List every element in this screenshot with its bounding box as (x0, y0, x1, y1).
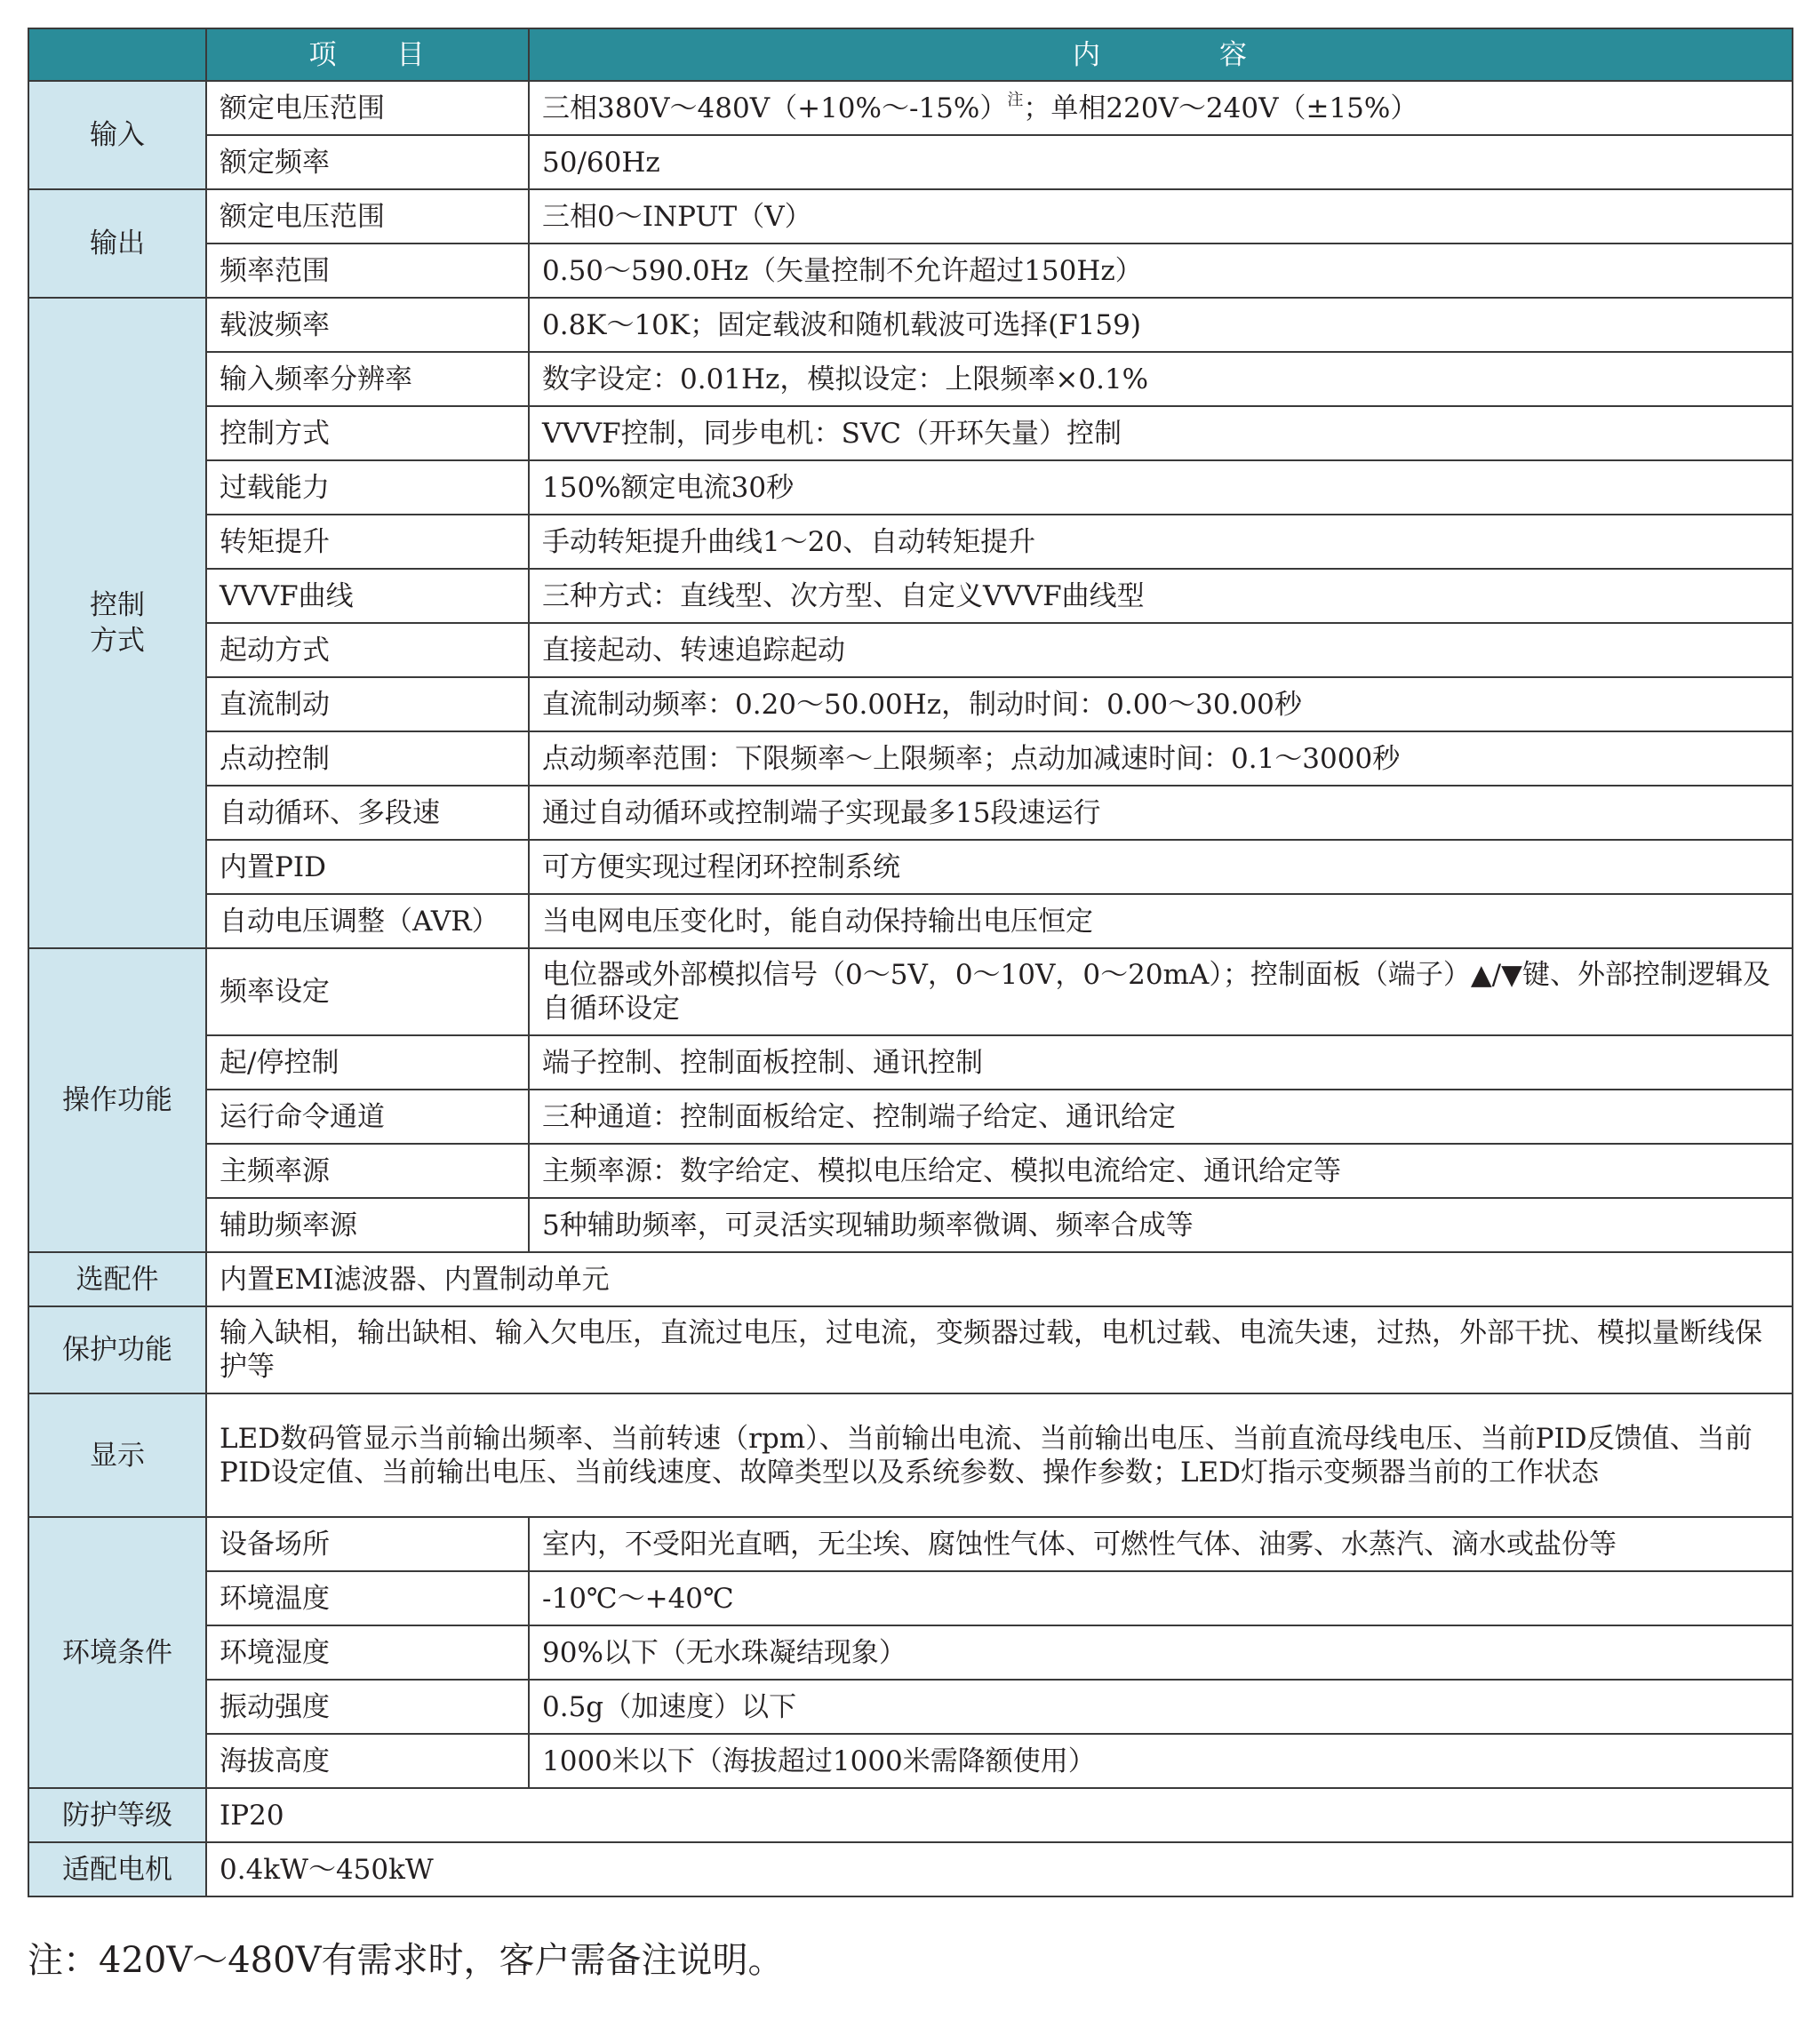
item-cell: 点动控制 (206, 731, 529, 786)
value-cell: 当电网电压变化时，能自动保持输出电压恒定 (529, 894, 1793, 948)
item-cell: VVVF曲线 (206, 569, 529, 623)
value-cell: 手动转矩提升曲线1～20、自动转矩提升 (529, 515, 1793, 569)
category-protection: 保护功能 (28, 1306, 206, 1393)
header-item: 项 目 (206, 28, 529, 81)
value-cell: -10℃～+40℃ (529, 1571, 1793, 1625)
value-cell: 直流制动频率：0.20～50.00Hz，制动时间：0.00～30.00秒 (529, 677, 1793, 731)
table-row (28, 298, 1793, 352)
value-cell: 直接起动、转速追踪起动 (529, 623, 1793, 677)
item-cell: 输入频率分辨率 (206, 352, 529, 406)
table-row (28, 677, 1793, 731)
footnote: 注：420V～480V有需求时，客户需备注说明。 (28, 1940, 784, 1981)
table-row (28, 189, 1793, 244)
table-row (28, 81, 1793, 135)
item-cell: 控制方式 (206, 406, 529, 460)
item-cell: 振动强度 (206, 1680, 529, 1734)
table-row (28, 731, 1793, 786)
table-row (28, 1393, 1793, 1517)
table-row (28, 1734, 1793, 1788)
table-row (28, 515, 1793, 569)
item-cell: 频率设定 (206, 948, 529, 1035)
value-cell: 数字设定：0.01Hz，模拟设定：上限频率×0.1% (529, 352, 1793, 406)
table-row (28, 569, 1793, 623)
table-row (28, 244, 1793, 298)
value-cell: 三相380V～480V（+10%～-15%）$^注$；单相220V～240V（±15%） (529, 81, 1793, 135)
table-row (28, 135, 1793, 189)
table-row (28, 1517, 1793, 1571)
category-input: 输入 (28, 81, 206, 189)
table-row (28, 1306, 1793, 1393)
value-cell: 90%以下（无水珠凝结现象） (529, 1625, 1793, 1680)
table-row (28, 1035, 1793, 1090)
value-cell: VVVF控制，同步电机：SVC（开环矢量）控制 (529, 406, 1793, 460)
item-cell: 环境温度 (206, 1571, 529, 1625)
table-row (28, 460, 1793, 515)
value-cell: 5种辅助频率，可灵活实现辅助频率微调、频率合成等 (529, 1198, 1793, 1252)
table-row (28, 1680, 1793, 1734)
value-cell: 50/60Hz (529, 135, 1793, 189)
table-row (28, 352, 1793, 406)
item-cell: 过载能力 (206, 460, 529, 515)
table-header-row (28, 28, 1793, 81)
item-cell: 设备场所 (206, 1517, 529, 1571)
item-cell: 内置PID (206, 840, 529, 894)
value-cell: 输入缺相，输出缺相、输入欠电压，直流过电压，过电流，变频器过载，电机过载、电流失速，过热，外部干扰、模拟量断线保护等 (206, 1306, 1793, 1393)
value-cell: IP20 (206, 1788, 1793, 1842)
item-cell: 起/停控制 (206, 1035, 529, 1090)
header-content: 内 容 (529, 28, 1793, 81)
footnote-marker: 注 (1007, 90, 1024, 109)
table-row (28, 623, 1793, 677)
table-row (28, 1625, 1793, 1680)
item-cell: 自动电压调整（AVR） (206, 894, 529, 948)
table-row (28, 948, 1793, 1035)
value-cell: 通过自动循环或控制端子实现最多15段速运行 (529, 786, 1793, 840)
category-ip-rating: 防护等级 (28, 1788, 206, 1842)
category-display: 显示 (28, 1393, 206, 1517)
value-cell: 0.5g（加速度）以下 (529, 1680, 1793, 1734)
category-environment: 环境条件 (28, 1517, 206, 1788)
table-row (28, 1252, 1793, 1306)
table-row (28, 406, 1793, 460)
item-cell: 自动循环、多段速 (206, 786, 529, 840)
item-cell: 载波频率 (206, 298, 529, 352)
category-output: 输出 (28, 189, 206, 298)
item-cell: 额定电压范围 (206, 189, 529, 244)
item-cell: 直流制动 (206, 677, 529, 731)
table-row (28, 1090, 1793, 1144)
table-row (28, 1842, 1793, 1896)
value-cell: 0.4kW～450kW (206, 1842, 1793, 1896)
item-cell: 频率范围 (206, 244, 529, 298)
item-cell: 额定频率 (206, 135, 529, 189)
value-cell: 可方便实现过程闭环控制系统 (529, 840, 1793, 894)
value-cell: 点动频率范围：下限频率～上限频率；点动加减速时间：0.1～3000秒 (529, 731, 1793, 786)
value-cell: 0.8K～10K；固定载波和随机载波可选择(F159) (529, 298, 1793, 352)
table-row (28, 1198, 1793, 1252)
value-cell: 端子控制、控制面板控制、通讯控制 (529, 1035, 1793, 1090)
header-category (28, 28, 206, 81)
value-cell: 三相0～INPUT（V） (529, 189, 1793, 244)
table-row (28, 894, 1793, 948)
value-cell: 室内，不受阳光直晒，无尘埃、腐蚀性气体、可燃性气体、油雾、水蒸汽、滴水或盐份等 (529, 1517, 1793, 1571)
value-cell: 主频率源：数字给定、模拟电压给定、模拟电流给定、通讯给定等 (529, 1144, 1793, 1198)
item-cell: 环境湿度 (206, 1625, 529, 1680)
value-cell: 内置EMI滤波器、内置制动单元 (206, 1252, 1793, 1306)
category-options: 选配件 (28, 1252, 206, 1306)
value-cell: LED数码管显示当前输出频率、当前转速（rpm）、当前输出电流、当前输出电压、当前直流母线电压、当前PID反馈值、当前PID设定值、当前输出电压、当前线速度、故障类型以及系统参数、操作参数；LED灯指示变频器当前的工作状态 (206, 1393, 1793, 1517)
category-control: 控制 方式 (28, 298, 206, 948)
item-cell: 额定电压范围 (206, 81, 529, 135)
value-cell: 1000米以下（海拔超过1000米需降额使用） (529, 1734, 1793, 1788)
value-cell: 电位器或外部模拟信号（0～5V，0～10V，0～20mA）；控制面板（端子）▲/▼键、外部控制逻辑及自循环设定 (529, 948, 1793, 1035)
item-cell: 转矩提升 (206, 515, 529, 569)
table-row (28, 786, 1793, 840)
value-cell: 150%额定电流30秒 (529, 460, 1793, 515)
item-cell: 起动方式 (206, 623, 529, 677)
item-cell: 运行命令通道 (206, 1090, 529, 1144)
table-row (28, 840, 1793, 894)
item-cell: 主频率源 (206, 1144, 529, 1198)
table-row (28, 1571, 1793, 1625)
item-cell: 海拔高度 (206, 1734, 529, 1788)
category-motor: 适配电机 (28, 1842, 206, 1896)
value-cell: 0.50～590.0Hz（矢量控制不允许超过150Hz） (529, 244, 1793, 298)
table-row (28, 1144, 1793, 1198)
category-operation: 操作功能 (28, 948, 206, 1252)
value-cell: 三种通道：控制面板给定、控制端子给定、通讯给定 (529, 1090, 1793, 1144)
item-cell: 辅助频率源 (206, 1198, 529, 1252)
spec-table (28, 28, 1793, 1897)
value-cell: 三种方式：直线型、次方型、自定义VVVF曲线型 (529, 569, 1793, 623)
table-row (28, 1788, 1793, 1842)
